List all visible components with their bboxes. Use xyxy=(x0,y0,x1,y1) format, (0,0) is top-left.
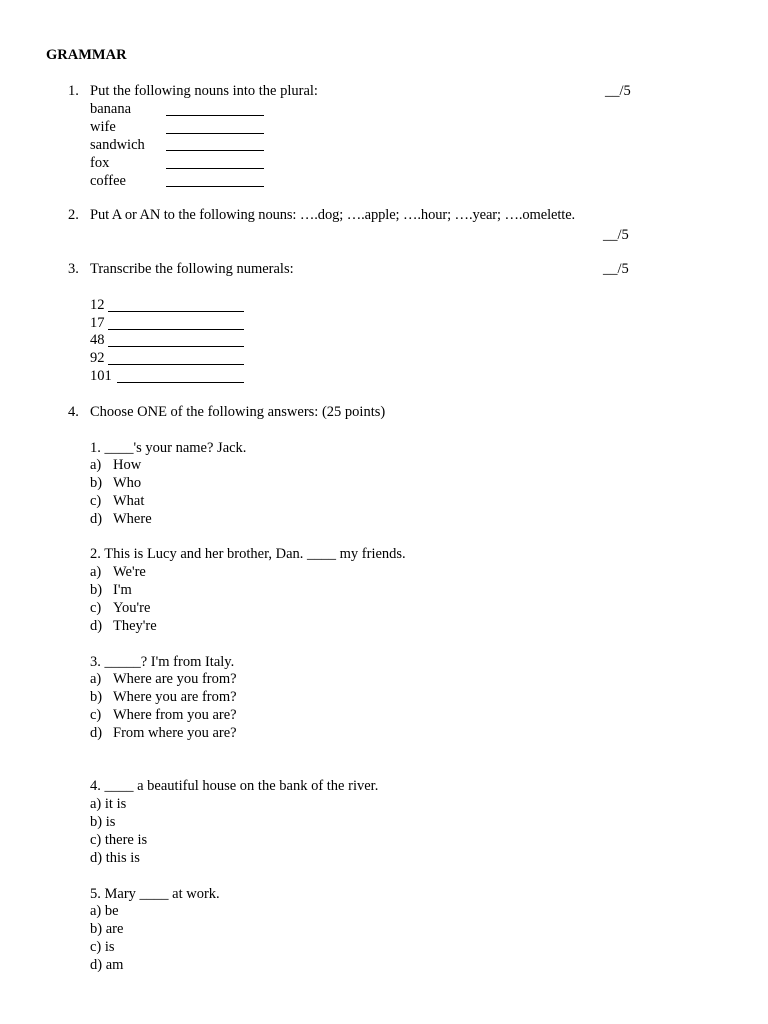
option-letter: c) xyxy=(90,600,102,616)
answer-blank[interactable] xyxy=(166,186,264,187)
q1-prompt: Put the following nouns into the plural: xyxy=(90,83,318,99)
q1-number: 1. xyxy=(68,83,79,99)
q4-number: 4. xyxy=(68,404,79,420)
answer-blank[interactable] xyxy=(108,329,244,330)
option[interactable]: d) am xyxy=(90,957,124,973)
option[interactable]: a) it is xyxy=(90,796,127,812)
option-letter: b) xyxy=(90,582,103,598)
q1-noun: fox xyxy=(90,155,110,171)
mc-question: 5. Mary ____ at work. xyxy=(90,886,220,902)
option-letter: a) xyxy=(90,457,102,473)
answer-blank[interactable] xyxy=(166,150,264,151)
option-letter: b) xyxy=(90,689,103,705)
q3-numeral: 92 xyxy=(90,350,105,366)
mc-question: 4. ____ a beautiful house on the bank of the river. xyxy=(90,778,379,794)
option-text[interactable]: We're xyxy=(113,564,146,580)
option-letter: a) xyxy=(90,671,102,687)
q4-prompt: Choose ONE of the following answers: (25 points) xyxy=(90,404,386,420)
mc-question: 3. _____? I'm from Italy. xyxy=(90,654,235,670)
option-text[interactable]: Where from you are? xyxy=(113,707,237,723)
q1-noun: sandwich xyxy=(90,137,145,153)
option-letter: c) xyxy=(90,707,102,723)
answer-blank[interactable] xyxy=(108,346,244,347)
option-text[interactable]: Where xyxy=(113,511,152,527)
option-text[interactable]: How xyxy=(113,457,142,473)
option[interactable]: c) there is xyxy=(90,832,148,848)
option-text[interactable]: I'm xyxy=(113,582,132,598)
option[interactable]: c) is xyxy=(90,939,115,955)
q1-score: __/5 xyxy=(605,83,631,99)
q2-score: __/5 xyxy=(603,227,629,243)
answer-blank[interactable] xyxy=(108,364,244,365)
q1-noun: wife xyxy=(90,119,116,135)
q3-numeral: 12 xyxy=(90,297,105,313)
section-title: GRAMMAR xyxy=(46,47,127,63)
option-letter: d) xyxy=(90,725,103,741)
q2-prompt: Put A or AN to the following nouns: ….dog; ….apple; ….hour; ….year; ….omelette. xyxy=(90,207,576,223)
answer-blank[interactable] xyxy=(166,133,264,134)
mc-question: 1. ____'s your name? Jack. xyxy=(90,440,247,456)
q2-number: 2. xyxy=(68,207,79,223)
option[interactable]: b) is xyxy=(90,814,116,830)
answer-blank[interactable] xyxy=(117,382,244,383)
option-letter: c) xyxy=(90,493,102,509)
option-text[interactable]: They're xyxy=(113,618,157,634)
option-text[interactable]: You're xyxy=(113,600,151,616)
answer-blank[interactable] xyxy=(166,168,264,169)
q1-noun: banana xyxy=(90,101,132,117)
q1-noun: coffee xyxy=(90,173,126,189)
q3-numeral: 101 xyxy=(90,368,112,384)
option-letter: b) xyxy=(90,475,103,491)
option-letter: a) xyxy=(90,564,102,580)
option[interactable]: a) be xyxy=(90,903,119,919)
answer-blank[interactable] xyxy=(108,311,244,312)
option-letter: d) xyxy=(90,618,103,634)
option[interactable]: b) are xyxy=(90,921,124,937)
option-text[interactable]: What xyxy=(113,493,145,509)
q3-prompt: Transcribe the following numerals: xyxy=(90,261,294,277)
q3-number: 3. xyxy=(68,261,79,277)
q3-score: __/5 xyxy=(603,261,629,277)
option-text[interactable]: From where you are? xyxy=(113,725,237,741)
option[interactable]: d) this is xyxy=(90,850,140,866)
answer-blank[interactable] xyxy=(166,115,264,116)
option-letter: d) xyxy=(90,511,103,527)
option-text[interactable]: Who xyxy=(113,475,142,491)
mc-question: 2. This is Lucy and her brother, Dan. ____ my friends. xyxy=(90,546,406,562)
option-text[interactable]: Where are you from? xyxy=(113,671,237,687)
option-text[interactable]: Where you are from? xyxy=(113,689,237,705)
q3-numeral: 48 xyxy=(90,332,105,348)
q3-numeral: 17 xyxy=(90,315,105,331)
